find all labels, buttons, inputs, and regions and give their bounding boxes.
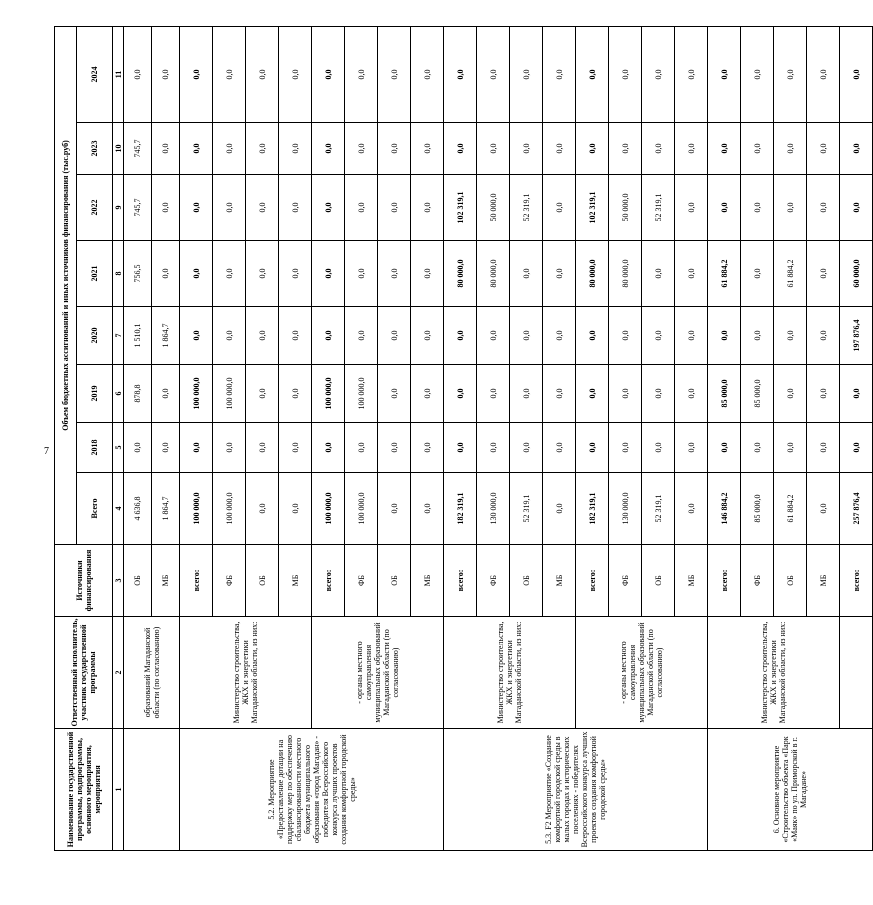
sub-executor: - органы местного самоуправления муниципальных образований Магаданской области (по согласованию) bbox=[576, 617, 708, 729]
amount-cell: 0,0 bbox=[741, 175, 774, 241]
funding-source: ОБ bbox=[510, 545, 543, 617]
header-funding-group: Объем бюджетных ассигнований и иных источников финансирования (тыс.руб) bbox=[55, 26, 77, 544]
header-year: 2019 bbox=[77, 365, 113, 423]
header-year: 2020 bbox=[77, 307, 113, 365]
amount-cell: 0,0 bbox=[312, 423, 345, 473]
header-year: 2021 bbox=[77, 241, 113, 307]
executor: образований Магаданской области (по согласованию) bbox=[124, 617, 180, 729]
amount-cell: 0,0 bbox=[378, 365, 411, 423]
amount-cell: 100 000,0 bbox=[213, 365, 246, 423]
amount-cell: 1 510,1 bbox=[124, 307, 152, 365]
amount-cell: 0,0 bbox=[411, 365, 444, 423]
rotated-table-container bbox=[54, 27, 861, 851]
amount-cell: 0,0 bbox=[180, 26, 213, 122]
amount-cell: 0,0 bbox=[213, 307, 246, 365]
amount-cell: 0,0 bbox=[708, 423, 741, 473]
amount-cell: 85 000,0 bbox=[708, 365, 741, 423]
amount-cell: 0,0 bbox=[279, 365, 312, 423]
amount-cell: 0,0 bbox=[840, 423, 873, 473]
amount-cell: 0,0 bbox=[312, 241, 345, 307]
amount-cell: 0,0 bbox=[411, 423, 444, 473]
table-body bbox=[124, 26, 873, 850]
amount-cell: 0,0 bbox=[642, 241, 675, 307]
amount-cell: 100 000,0 bbox=[180, 473, 213, 545]
amount-cell: 0,0 bbox=[411, 26, 444, 122]
funding-source: МБ bbox=[675, 545, 708, 617]
table-row bbox=[576, 26, 609, 850]
column-number: 11 bbox=[113, 26, 124, 122]
amount-cell: 0,0 bbox=[180, 423, 213, 473]
amount-cell: 0,0 bbox=[807, 123, 840, 175]
funding-source: всего: bbox=[708, 545, 741, 617]
amount-cell: 0,0 bbox=[642, 365, 675, 423]
amount-cell: 0,0 bbox=[774, 26, 807, 122]
amount-cell: 0,0 bbox=[477, 123, 510, 175]
amount-cell: 0,0 bbox=[246, 175, 279, 241]
amount-cell: 745,7 bbox=[124, 175, 152, 241]
amount-cell: 0,0 bbox=[675, 423, 708, 473]
measure-name bbox=[124, 729, 180, 851]
amount-cell: 0,0 bbox=[312, 307, 345, 365]
amount-cell: 0,0 bbox=[312, 123, 345, 175]
amount-cell: 0,0 bbox=[510, 423, 543, 473]
amount-cell: 0,0 bbox=[378, 175, 411, 241]
amount-cell: 0,0 bbox=[378, 26, 411, 122]
amount-cell: 0,0 bbox=[708, 123, 741, 175]
amount-cell: 0,0 bbox=[741, 26, 774, 122]
funding-source: МБ bbox=[411, 545, 444, 617]
table-row bbox=[312, 26, 345, 850]
amount-cell: 0,0 bbox=[152, 175, 180, 241]
amount-cell: 52 319,1 bbox=[642, 175, 675, 241]
amount-cell: 0,0 bbox=[345, 123, 378, 175]
amount-cell: 745,7 bbox=[124, 123, 152, 175]
amount-cell: 197 876,4 bbox=[840, 307, 873, 365]
amount-cell: 0,0 bbox=[807, 241, 840, 307]
amount-cell: 0,0 bbox=[675, 175, 708, 241]
amount-cell: 100 000,0 bbox=[345, 365, 378, 423]
amount-cell: 0,0 bbox=[279, 123, 312, 175]
amount-cell: 0,0 bbox=[576, 307, 609, 365]
amount-cell: 0,0 bbox=[510, 365, 543, 423]
amount-cell: 0,0 bbox=[444, 123, 477, 175]
funding-source: МБ bbox=[543, 545, 576, 617]
amount-cell: 0,0 bbox=[543, 473, 576, 545]
amount-cell: 0,0 bbox=[213, 175, 246, 241]
amount-cell: 50 000,0 bbox=[609, 175, 642, 241]
amount-cell: 0,0 bbox=[741, 423, 774, 473]
amount-cell: 0,0 bbox=[510, 26, 543, 122]
amount-cell: 0,0 bbox=[807, 175, 840, 241]
table-row bbox=[840, 26, 873, 850]
amount-cell: 100 000,0 bbox=[180, 365, 213, 423]
funding-source: МБ bbox=[279, 545, 312, 617]
amount-cell: 0,0 bbox=[774, 307, 807, 365]
amount-cell: 0,0 bbox=[807, 307, 840, 365]
amount-cell: 0,0 bbox=[840, 175, 873, 241]
amount-cell: 100 000,0 bbox=[312, 365, 345, 423]
amount-cell: 0,0 bbox=[345, 307, 378, 365]
amount-cell: 80 000,0 bbox=[609, 241, 642, 307]
amount-cell: 0,0 bbox=[444, 26, 477, 122]
funding-source: ФБ bbox=[741, 545, 774, 617]
amount-cell: 0,0 bbox=[213, 423, 246, 473]
amount-cell: 0,0 bbox=[152, 26, 180, 122]
amount-cell: 0,0 bbox=[741, 241, 774, 307]
amount-cell: 0,0 bbox=[741, 307, 774, 365]
amount-cell: 0,0 bbox=[345, 175, 378, 241]
amount-cell: 0,0 bbox=[411, 307, 444, 365]
amount-cell: 0,0 bbox=[411, 175, 444, 241]
column-number: 7 bbox=[113, 307, 124, 365]
amount-cell: 100 000,0 bbox=[312, 473, 345, 545]
header-year: 2023 bbox=[77, 123, 113, 175]
amount-cell: 0,0 bbox=[246, 473, 279, 545]
amount-cell: 0,0 bbox=[675, 473, 708, 545]
amount-cell: 0,0 bbox=[675, 26, 708, 122]
amount-cell: 0,0 bbox=[124, 423, 152, 473]
funding-source: МБ bbox=[807, 545, 840, 617]
table-row bbox=[180, 26, 213, 850]
amount-cell: 0,0 bbox=[708, 175, 741, 241]
amount-cell: 0,0 bbox=[642, 26, 675, 122]
amount-cell: 0,0 bbox=[411, 473, 444, 545]
funding-source: всего: bbox=[180, 545, 213, 617]
amount-cell: 0,0 bbox=[279, 241, 312, 307]
amount-cell: 0,0 bbox=[741, 123, 774, 175]
column-number: 4 bbox=[113, 473, 124, 545]
funding-source: МБ bbox=[152, 545, 180, 617]
amount-cell: 0,0 bbox=[180, 175, 213, 241]
amount-cell: 61 884,2 bbox=[774, 241, 807, 307]
amount-cell: 0,0 bbox=[543, 307, 576, 365]
funding-source: ОБ bbox=[378, 545, 411, 617]
header-year: Всего bbox=[77, 473, 113, 545]
amount-cell: 0,0 bbox=[246, 423, 279, 473]
amount-cell: 182 319,1 bbox=[576, 473, 609, 545]
amount-cell: 1 864,7 bbox=[152, 473, 180, 545]
amount-cell: 0,0 bbox=[345, 241, 378, 307]
amount-cell: 0,0 bbox=[609, 26, 642, 122]
header-year: 2024 bbox=[77, 26, 113, 122]
column-number: 2 bbox=[113, 617, 124, 729]
amount-cell: 0,0 bbox=[510, 241, 543, 307]
amount-cell: 0,0 bbox=[279, 307, 312, 365]
amount-cell: 0,0 bbox=[609, 423, 642, 473]
amount-cell: 0,0 bbox=[312, 26, 345, 122]
amount-cell: 0,0 bbox=[609, 365, 642, 423]
amount-cell: 0,0 bbox=[576, 365, 609, 423]
amount-cell: 0,0 bbox=[576, 123, 609, 175]
column-number: 1 bbox=[113, 729, 124, 851]
amount-cell: 0,0 bbox=[675, 241, 708, 307]
amount-cell: 130 000,0 bbox=[477, 473, 510, 545]
funding-source: всего: bbox=[840, 545, 873, 617]
amount-cell: 0,0 bbox=[378, 473, 411, 545]
amount-cell: 0,0 bbox=[124, 26, 152, 122]
amount-cell: 80 000,0 bbox=[444, 241, 477, 307]
page-number: 7 bbox=[44, 446, 49, 457]
funding-source: ФБ bbox=[213, 545, 246, 617]
amount-cell: 756,5 bbox=[124, 241, 152, 307]
amount-cell: 0,0 bbox=[576, 423, 609, 473]
amount-cell: 0,0 bbox=[543, 26, 576, 122]
amount-cell: 0,0 bbox=[378, 423, 411, 473]
header-year: 2018 bbox=[77, 423, 113, 473]
amount-cell: 0,0 bbox=[213, 26, 246, 122]
amount-cell: 52 319,1 bbox=[510, 473, 543, 545]
amount-cell: 0,0 bbox=[246, 123, 279, 175]
funding-source: ОБ bbox=[642, 545, 675, 617]
amount-cell: 0,0 bbox=[152, 123, 180, 175]
amount-cell: 0,0 bbox=[774, 423, 807, 473]
amount-cell: 0,0 bbox=[609, 123, 642, 175]
amount-cell: 0,0 bbox=[774, 365, 807, 423]
amount-cell: 0,0 bbox=[477, 423, 510, 473]
funding-source: ФБ bbox=[609, 545, 642, 617]
amount-cell: 0,0 bbox=[345, 26, 378, 122]
amount-cell: 0,0 bbox=[180, 241, 213, 307]
amount-cell: 4 636,8 bbox=[124, 473, 152, 545]
amount-cell: 0,0 bbox=[774, 123, 807, 175]
amount-cell: 0,0 bbox=[510, 123, 543, 175]
funding-table bbox=[54, 26, 873, 851]
amount-cell: 0,0 bbox=[213, 241, 246, 307]
funding-source: всего: bbox=[312, 545, 345, 617]
executor: Министерство строительства, ЖКХ и энергетики Магаданской области, из них: bbox=[708, 617, 840, 729]
amount-cell: 0,0 bbox=[152, 241, 180, 307]
amount-cell: 0,0 bbox=[477, 307, 510, 365]
amount-cell: 0,0 bbox=[840, 123, 873, 175]
amount-cell: 0,0 bbox=[378, 123, 411, 175]
amount-cell: 146 884,2 bbox=[708, 473, 741, 545]
amount-cell: 0,0 bbox=[807, 365, 840, 423]
amount-cell: 0,0 bbox=[807, 473, 840, 545]
amount-cell: 0,0 bbox=[543, 423, 576, 473]
header-name: Наименование государственной программы, подпрограммы, основного мероприятия, мероприятия bbox=[55, 729, 113, 851]
amount-cell: 0,0 bbox=[312, 175, 345, 241]
header-executor: Ответственный исполнитель, участник государственной программы bbox=[55, 617, 113, 729]
amount-cell: 0,0 bbox=[378, 241, 411, 307]
amount-cell: 0,0 bbox=[444, 365, 477, 423]
amount-cell: 61 884,2 bbox=[708, 241, 741, 307]
column-number: 3 bbox=[113, 545, 124, 617]
funding-source: ОБ bbox=[246, 545, 279, 617]
amount-cell: 0,0 bbox=[444, 307, 477, 365]
amount-cell: 0,0 bbox=[246, 307, 279, 365]
funding-source: ФБ bbox=[477, 545, 510, 617]
measure-name: 5.3. F2 Мероприятие «Создание комфортной городской среды в малых городах и исторических поселениях - победителях Всероссийского конкурса лучших проектов создания комфортной городской среды» bbox=[444, 729, 708, 851]
amount-cell: 0,0 bbox=[152, 365, 180, 423]
amount-cell: 0,0 bbox=[642, 307, 675, 365]
table-row bbox=[708, 26, 741, 850]
funding-source: ОБ bbox=[774, 545, 807, 617]
amount-cell: 102 319,1 bbox=[576, 175, 609, 241]
amount-cell: 0,0 bbox=[708, 307, 741, 365]
amount-cell: 130 000,0 bbox=[609, 473, 642, 545]
amount-cell: 0,0 bbox=[411, 123, 444, 175]
column-number: 5 bbox=[113, 423, 124, 473]
amount-cell: 0,0 bbox=[774, 175, 807, 241]
amount-cell: 0,0 bbox=[477, 365, 510, 423]
amount-cell: 0,0 bbox=[840, 26, 873, 122]
executor: Министерство строительства, ЖКХ и энергетики Магаданской области, из них: bbox=[444, 617, 576, 729]
amount-cell: 0,0 bbox=[543, 241, 576, 307]
column-number: 10 bbox=[113, 123, 124, 175]
amount-cell: 0,0 bbox=[609, 307, 642, 365]
header-source: Источники финансирования bbox=[55, 545, 113, 617]
executor: Министерство строительства, ЖКХ и энергетики Магаданской области, из них: bbox=[180, 617, 312, 729]
executor-empty bbox=[840, 617, 873, 729]
amount-cell: 0,0 bbox=[675, 365, 708, 423]
amount-cell: 0,0 bbox=[246, 365, 279, 423]
amount-cell: 878,8 bbox=[124, 365, 152, 423]
column-number: 8 bbox=[113, 241, 124, 307]
amount-cell: 0,0 bbox=[279, 175, 312, 241]
amount-cell: 0,0 bbox=[543, 175, 576, 241]
amount-cell: 0,0 bbox=[213, 123, 246, 175]
column-number: 6 bbox=[113, 365, 124, 423]
amount-cell: 0,0 bbox=[279, 26, 312, 122]
amount-cell: 0,0 bbox=[279, 473, 312, 545]
amount-cell: 0,0 bbox=[444, 423, 477, 473]
measure-name: 5.2. Мероприятие «Предоставление дотации на поддержку мер по обеспечению сбалансированности местного бюджета муниципального образования «город Магадан» - победителя Всероссийского конкурса лучших проектов создания комфортной городской среды» bbox=[180, 729, 444, 851]
amount-cell: 100 000,0 bbox=[345, 473, 378, 545]
amount-cell: 0,0 bbox=[246, 241, 279, 307]
amount-cell: 257 876,4 bbox=[840, 473, 873, 545]
amount-cell: 85 000,0 bbox=[741, 365, 774, 423]
amount-cell: 0,0 bbox=[378, 307, 411, 365]
header-year: 2022 bbox=[77, 175, 113, 241]
amount-cell: 0,0 bbox=[411, 241, 444, 307]
amount-cell: 0,0 bbox=[642, 423, 675, 473]
amount-cell: 0,0 bbox=[840, 365, 873, 423]
amount-cell: 0,0 bbox=[543, 123, 576, 175]
amount-cell: 52 319,1 bbox=[642, 473, 675, 545]
amount-cell: 61 884,2 bbox=[774, 473, 807, 545]
amount-cell: 0,0 bbox=[477, 26, 510, 122]
measure-name: 6. Основное мероприятие «Строительство объекта «Парк «Маяк» по ул. Приморской в г. Магадане» bbox=[708, 729, 873, 851]
amount-cell: 0,0 bbox=[675, 123, 708, 175]
amount-cell: 100 000,0 bbox=[213, 473, 246, 545]
amount-cell: 0,0 bbox=[543, 365, 576, 423]
amount-cell: 0,0 bbox=[642, 123, 675, 175]
amount-cell: 0,0 bbox=[279, 423, 312, 473]
funding-source: всего: bbox=[444, 545, 477, 617]
amount-cell: 80 000,0 bbox=[477, 241, 510, 307]
amount-cell: 0,0 bbox=[576, 26, 609, 122]
amount-cell: 80 000,0 bbox=[576, 241, 609, 307]
column-number: 9 bbox=[113, 175, 124, 241]
column-number-row bbox=[113, 26, 124, 850]
amount-cell: 85 000,0 bbox=[741, 473, 774, 545]
amount-cell: 50 000,0 bbox=[477, 175, 510, 241]
table-row bbox=[124, 26, 152, 850]
amount-cell: 0,0 bbox=[675, 307, 708, 365]
amount-cell: 52 319,1 bbox=[510, 175, 543, 241]
amount-cell: 0,0 bbox=[807, 423, 840, 473]
funding-source: ОБ bbox=[124, 545, 152, 617]
table-row bbox=[444, 26, 477, 850]
amount-cell: 0,0 bbox=[246, 26, 279, 122]
amount-cell: 0,0 bbox=[180, 123, 213, 175]
amount-cell: 60 000,0 bbox=[840, 241, 873, 307]
amount-cell: 0,0 bbox=[345, 423, 378, 473]
amount-cell: 0,0 bbox=[807, 26, 840, 122]
amount-cell: 182 319,1 bbox=[444, 473, 477, 545]
funding-source: ФБ bbox=[345, 545, 378, 617]
amount-cell: 102 319,1 bbox=[444, 175, 477, 241]
sub-executor: - органы местного самоуправления муниципальных образований Магаданской области (по согласованию) bbox=[312, 617, 444, 729]
funding-source: всего: bbox=[576, 545, 609, 617]
amount-cell: 0,0 bbox=[152, 423, 180, 473]
amount-cell: 1 864,7 bbox=[152, 307, 180, 365]
amount-cell: 0,0 bbox=[510, 307, 543, 365]
amount-cell: 0,0 bbox=[180, 307, 213, 365]
amount-cell: 0,0 bbox=[708, 26, 741, 122]
